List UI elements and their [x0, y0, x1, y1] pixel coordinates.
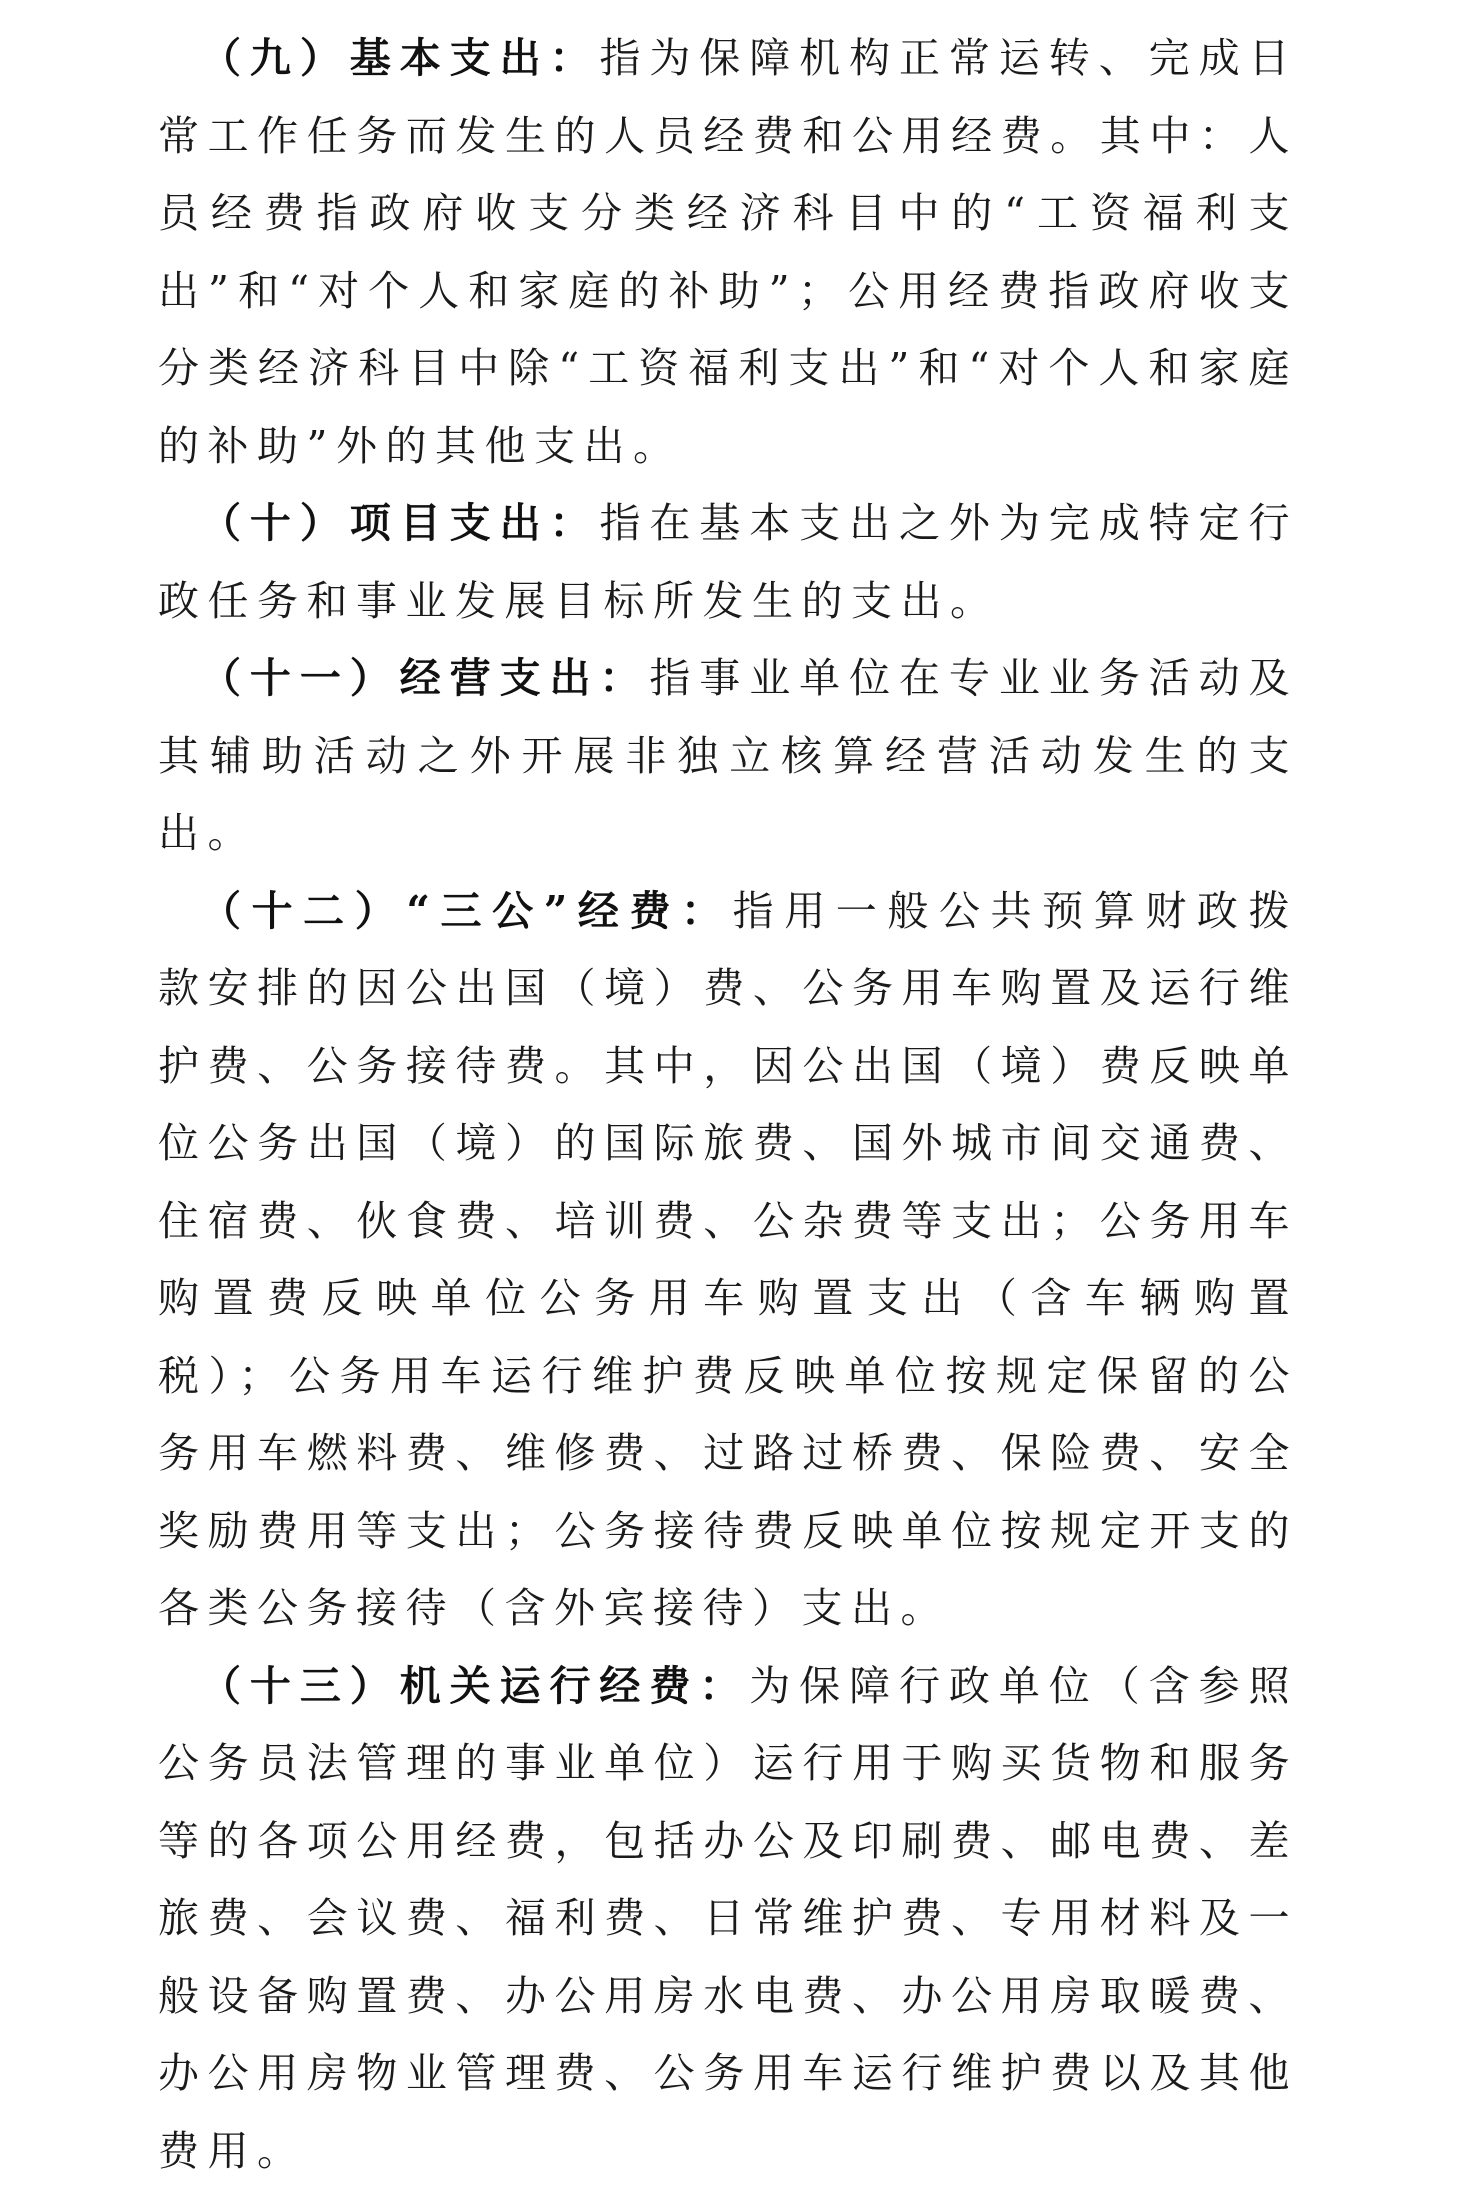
- definition-basic-expenditure: 指为保障机构正常运转、完成日常工作任务而发生的人员经费和公用经费。其中：人员经费指政府收支分类经济科目中的“工资福利支出”和“对个人和家庭的补助”；公用经费指政府收支分类经济科目中除“工资福利支出”和“对个人和家庭的补助”外的其他支出。: [158, 34, 1298, 470]
- document-body: [158, 20, 1298, 2190]
- term-operating-expenditure: （十一）经营支出：: [200, 654, 649, 702]
- paragraph-operating-expenditure: [158, 640, 1298, 873]
- term-three-public-expenses: （十二）“三公”经费：: [200, 887, 733, 935]
- paragraph-agency-operating-funds: [158, 1648, 1298, 2190]
- definition-project-expenditure: 指在基本支出之外为完成特定行政任务和事业发展目标所发生的支出。: [158, 499, 1298, 625]
- paragraph-three-public-expenses: [158, 873, 1298, 1648]
- paragraph-basic-expenditure: [158, 20, 1298, 485]
- definition-three-public-expenses: 指用一般公共预算财政拨款安排的因公出国（境）费、公务用车购置及运行维护费、公务接待费。其中，因公出国（境）费反映单位公务出国（境）的国际旅费、国外城市间交通费、住宿费、伙食费、培训费、公杂费等支出；公务用车购置费反映单位公务用车购置支出（含车辆购置税）；公务用车运行维护费反映单位按规定保留的公务用车燃料费、维修费、过路过桥费、保险费、安全奖励费用等支出；公务接待费反映单位按规定开支的各类公务接待（含外宾接待）支出。: [158, 887, 1298, 1633]
- definition-agency-operating-funds: 为保障行政单位（含参照公务员法管理的事业单位）运行用于购买货物和服务等的各项公用经费，包括办公及印刷费、邮电费、差旅费、会议费、福利费、日常维护费、专用材料及一般设备购置费、办公用房水电费、办公用房取暖费、办公用房物业管理费、公务用车运行维护费以及其他费用。: [158, 1662, 1298, 2175]
- definition-operating-expenditure: 指事业单位在专业业务活动及其辅助活动之外开展非独立核算经营活动发生的支出。: [158, 654, 1298, 857]
- paragraph-project-expenditure: [158, 485, 1298, 640]
- term-basic-expenditure: （九）基本支出：: [200, 34, 599, 82]
- term-project-expenditure: （十）项目支出：: [200, 499, 599, 547]
- term-agency-operating-funds: （十三）机关运行经费：: [200, 1662, 749, 1710]
